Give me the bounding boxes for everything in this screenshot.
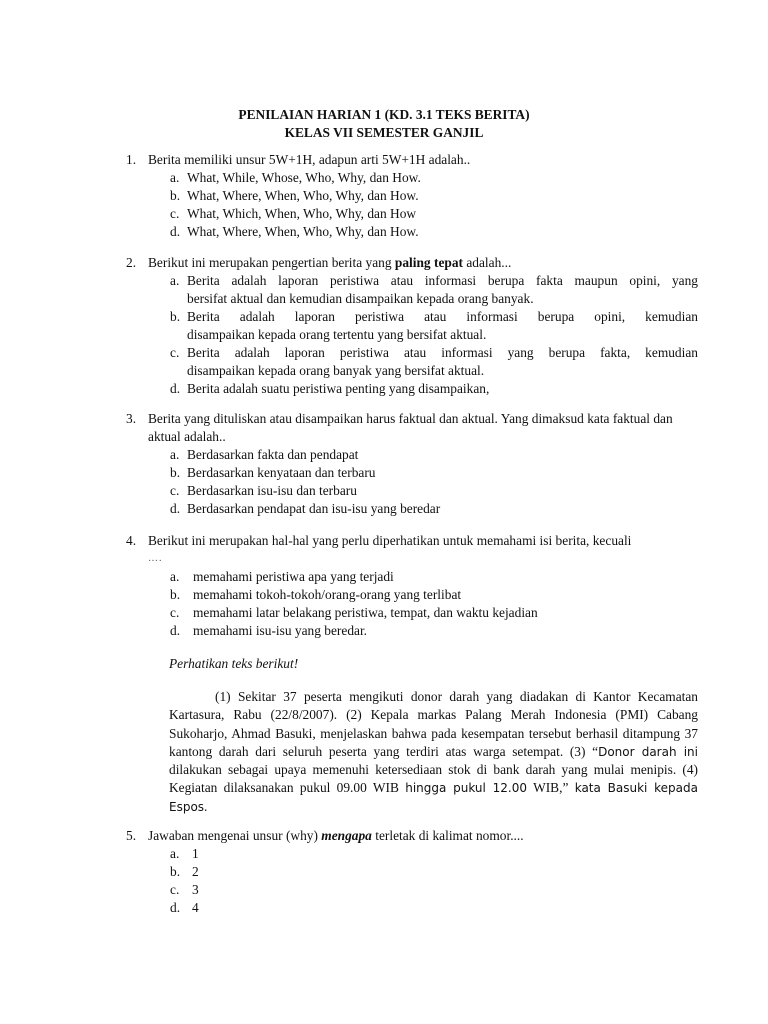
question-text [148, 827, 698, 845]
option-letter: d. [170, 381, 181, 396]
question-number: 3. [126, 411, 137, 426]
option-text: Berdasarkan pendapat dan isu-isu yang beredar [187, 501, 441, 516]
question-text: Berita memiliki unsur 5W+1H, adapun arti 5W+1H adalah.. [148, 152, 471, 167]
option-text: What, Where, When, Who, Why, dan How. [187, 224, 419, 239]
question-text-part: adalah... [462, 255, 512, 270]
option-letter: a. [170, 846, 180, 861]
question-text: Berikut ini merupakan hal-hal yang perlu diperhatikan untuk memahami isi berita, kecuali [148, 533, 632, 548]
option-letter: b. [170, 465, 181, 480]
option-text-line: disampaikan kepada orang banyak yang bersifat aktual. [187, 363, 485, 378]
option-letter: d. [170, 623, 181, 638]
option-letter: a. [170, 170, 180, 185]
question-number: 2. [126, 255, 137, 270]
question-text [148, 254, 698, 272]
option-letter: c. [170, 483, 180, 498]
option-text: What, Where, When, Who, Why, dan How. [187, 188, 419, 203]
option-letter: c. [170, 605, 180, 620]
question-number: 4. [126, 533, 137, 548]
passage-text: WIB,” [527, 780, 575, 796]
option-letter: d. [170, 224, 181, 239]
option-text-line: Berita adalah laporan peristiwa atau informasi yang berupa fakta, kemudian [187, 345, 698, 360]
exam-subtitle: KELAS VII SEMESTER GANJIL [284, 125, 484, 140]
reading-instruction: Perhatikan teks berikut! [169, 656, 299, 671]
option-text-line: disampaikan kepada orang tertentu yang bersifat aktual. [187, 327, 487, 342]
question-text: Berita yang dituliskan atau disampaikan harus faktual dan aktual. Yang dimaksud kata faktual dan aktual adalah.. [148, 411, 673, 445]
option-letter: b. [170, 309, 181, 324]
option-text: Berdasarkan fakta dan pendapat [187, 447, 359, 462]
option-letter: d. [170, 501, 181, 516]
option-letter: c. [170, 206, 180, 221]
option-text: memahami latar belakang peristiwa, tempat, dan waktu kejadian [193, 605, 538, 620]
option-text: memahami tokoh-tokoh/orang-orang yang terlibat [193, 587, 462, 602]
question-number: 1. [126, 152, 137, 167]
option-text: 2 [192, 864, 199, 879]
reading-passage [169, 688, 698, 816]
question-emphasis: paling tepat [394, 255, 463, 270]
option-text: Berdasarkan isu-isu dan terbaru [187, 483, 357, 498]
passage-text: (1) Sekitar 37 peserta mengikuti donor darah yang diadakan di Kantor Kecamatan Kartasura, Rabu (22/8/2007). (2) Kepala markas Palang Merah Indonesia (PMI) Cabang Sukoharjo, Ahmad Basuki, menjelaskan bahwa pada kesempatan tersebut berhasil ditampung 37 kantong darah dari seluruh peserta yang terdiri atas warga setempat. (3) “ [169, 689, 698, 759]
option-text-line: Berita adalah laporan peristiwa atau informasi berupa fakta maupun opini, yang [187, 273, 698, 288]
question-text-part: terletak di kalimat nomor.... [371, 828, 524, 843]
exam-title: PENILAIAN HARIAN 1 (KD. 3.1 TEKS BERITA) [238, 107, 530, 122]
option-letter: a. [170, 447, 180, 462]
option-letter: a. [170, 273, 180, 288]
option-text: memahami isu-isu yang beredar. [193, 623, 368, 638]
option-letter: b. [170, 864, 181, 879]
option-text-line: bersifat aktual dan kemudian disampaikan kepada orang banyak. [187, 291, 534, 306]
passage-text: dilakukan sebagai upaya memenuhi ketersediaan stok di bank darah yang mulai menipis. (4) Kegiatan dilaksanakan pukul 09.00 WIB [169, 762, 698, 796]
question-text-part: Berikut ini merupakan pengertian berita yang [148, 255, 395, 270]
option-letter: b. [170, 587, 181, 602]
option-letter: c. [170, 882, 180, 897]
passage-text: . [204, 798, 208, 814]
question-text-part: Jawaban mengenai unsur (why) [148, 828, 322, 843]
option-letter: b. [170, 188, 181, 203]
option-text: memahami peristiwa apa yang terjadi [193, 569, 394, 584]
question-emphasis: mengapa [321, 828, 372, 843]
option-letter: a. [170, 569, 180, 584]
option-text: What, Which, When, Who, Why, dan How [187, 206, 417, 221]
option-text-line: Berita adalah laporan peristiwa atau informasi berupa opini, kemudian [187, 309, 698, 324]
question-number: 5. [126, 828, 137, 843]
option-text: Berita adalah suatu peristiwa penting yang disampaikan, [187, 381, 490, 396]
option-text: 4 [192, 900, 199, 915]
option-text: What, While, Whose, Who, Why, dan How. [187, 170, 421, 185]
option-text: Berdasarkan kenyataan dan terbaru [187, 465, 376, 480]
passage-text: hingga pukul 12.00 [405, 781, 528, 796]
option-text: 1 [192, 846, 199, 861]
option-letter: c. [170, 345, 180, 360]
option-text: 3 [192, 882, 199, 897]
ellipsis: …. [148, 553, 163, 564]
passage-text: Donor darah ini [598, 744, 698, 759]
passage-text: kata Basuki kepada Espos [169, 781, 698, 814]
option-letter: d. [170, 900, 181, 915]
